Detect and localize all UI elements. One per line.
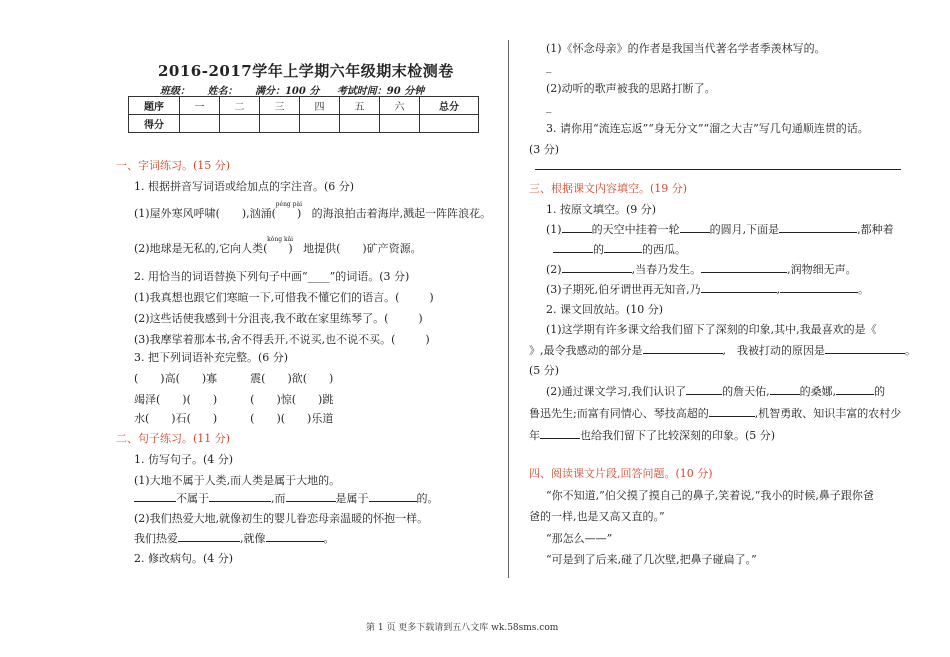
question-line: (1)《怀念母亲》的作者是我国当代著名学者季羡林写的。 — [546, 42, 826, 55]
score-cell[interactable] — [420, 115, 479, 133]
score-cell[interactable] — [260, 115, 300, 133]
score-cell[interactable] — [300, 115, 340, 133]
exam-info — [160, 82, 438, 97]
answer-blank[interactable] — [562, 221, 592, 233]
answer-blank[interactable] — [680, 221, 710, 233]
score-cell[interactable] — [380, 115, 420, 133]
answer-blank[interactable] — [369, 490, 417, 502]
question-line: 》,最令我感动的部分是 , 我被打动的原因是 。 — [529, 344, 916, 357]
table-col-5: 五 — [340, 97, 380, 115]
section-2-title: 二、句子练习。(11 分) — [116, 432, 231, 445]
question-line: (2)这些话使我感到十分沮丧,我不敢在家里练琴了。( ) — [134, 312, 423, 325]
answer-blank[interactable] — [178, 530, 240, 542]
table-col-4: 四 — [300, 97, 340, 115]
section-4-title: 四、阅读课文片段,回答问题。(10 分) — [529, 467, 713, 480]
question-line: (1)我真想也跟它们寒暄一下,可惜我不懂它们的语言。( ) — [134, 291, 434, 304]
exam-time: 考试时间：90 分钟 — [336, 86, 425, 97]
answer-blank[interactable] — [701, 281, 777, 293]
question-line: 我们热爱 ,就像 。 — [134, 532, 335, 545]
score-cell[interactable] — [180, 115, 220, 133]
question-line: (2) ,当春乃发生。 ,润物细无声。 — [546, 263, 857, 276]
score-table — [128, 96, 479, 133]
answer-blank[interactable] — [134, 490, 176, 502]
table-col-1: 一 — [180, 97, 220, 115]
passage-text: 爸的一样,也是又高又直的。” — [529, 510, 665, 523]
question-line: 不属于 ,而 是属于 的。 — [134, 490, 439, 506]
question: 1. 按原文填空。(9 分) — [546, 203, 657, 216]
answer-blank[interactable]: _ — [546, 100, 552, 113]
question-line: (2)地球是无私的,它向人类 kǒng kǎi ( ) 地提供( )矿产资源。 — [134, 236, 422, 255]
answer-blank[interactable] — [779, 221, 857, 233]
passage-text: “那怎么——” — [546, 532, 613, 545]
pinyin-hint: péng pài — [275, 201, 303, 208]
question-line: ( )高( )寡 震( )欲( ) — [134, 372, 334, 385]
answer-blank[interactable] — [604, 241, 642, 253]
answer-blank[interactable] — [540, 427, 580, 439]
answer-blank[interactable] — [709, 405, 755, 417]
answer-blank[interactable] — [686, 383, 722, 395]
class-label: 班级： — [160, 86, 190, 97]
question-line: 水( )石( ) ( )( )乐道 — [134, 412, 334, 425]
column-divider — [508, 40, 509, 578]
answer-blank[interactable] — [562, 261, 632, 273]
answer-blank[interactable] — [825, 342, 905, 354]
question: 2. 课文回放站。(10 分) — [546, 303, 664, 316]
question: 2. 修改病句。(4 分) — [134, 552, 234, 565]
answer-blank[interactable]: _ — [546, 60, 552, 73]
answer-blank[interactable] — [286, 490, 336, 502]
question-line: 竭泽( )( ) ( )惊( )跳 — [134, 393, 334, 406]
question-score: (3 分) — [529, 143, 560, 156]
score-cell[interactable] — [220, 115, 260, 133]
question: 3. 请你用“流连忘返”“身无分文”“溜之大吉”写几句通顺连贯的话。 — [546, 122, 869, 135]
question-line: 鲁迅先生;而富有同情心、琴技高超的 ,机智勇敢、知识丰富的农村少 — [529, 407, 902, 420]
table-row-label: 题序 — [129, 97, 180, 115]
section-1-title: 一、字词练习。(15 分) — [116, 159, 231, 172]
answer-blank[interactable] — [780, 281, 858, 293]
question: 3. 把下列词语补充完整。(6 分) — [134, 351, 289, 364]
question-line: (1) 的天空中挂着一轮 的圆月,下面是 ,都种着 — [546, 223, 894, 236]
question-line: (2)通过课文学习,我们认识了 的詹天佑, 的桑娜, 的 — [546, 385, 886, 398]
table-col-3: 三 — [260, 97, 300, 115]
question: 2. 用恰当的词语替换下列句子中画“____”的词语。(3 分) — [134, 270, 410, 283]
answer-line[interactable] — [535, 169, 901, 170]
score-cell[interactable] — [340, 115, 380, 133]
question: 1. 仿写句子。(4 分) — [134, 453, 234, 466]
question-line: (1)这学期有许多课文给我们留下了深刻的印象,其中,我最喜欢的是《 — [546, 323, 877, 336]
answer-blank[interactable] — [770, 383, 800, 395]
answer-blank[interactable] — [553, 241, 593, 253]
answer-blank[interactable] — [836, 383, 874, 395]
page-footer: 第 1 页 更多下载请到五八文库 wk.58sms.com — [366, 623, 559, 633]
table-row-label: 得分 — [129, 115, 180, 133]
question-score: (5 分) — [529, 364, 560, 377]
question-line: 的 的西瓜。 — [553, 241, 686, 257]
question-line: (2)动听的歌声被我的思路打断了。 — [546, 82, 716, 95]
table-col-6: 六 — [380, 97, 420, 115]
question-line: 年 也给我们留下了比较深刻的印象。(5 分) — [529, 429, 776, 442]
question-line: (2)我们热爱大地,就像初生的婴儿眷恋母亲温暖的怀抱一样。 — [134, 512, 429, 525]
section-3-title: 三、根据课文内容填空。(19 分) — [529, 182, 688, 195]
table-total-label: 总分 — [420, 97, 479, 115]
answer-blank[interactable] — [209, 490, 271, 502]
answer-blank[interactable] — [266, 530, 324, 542]
passage-text: “可是到了后来,碰了几次壁,把鼻子碰扁了。” — [546, 553, 757, 566]
table-col-2: 二 — [220, 97, 260, 115]
passage-text: “你不知道,”伯父摸了摸自己的鼻子,笑着说,“我小的时候,鼻子跟你爸 — [546, 489, 874, 502]
full-score: 满分：100 分 — [254, 86, 320, 97]
question-line: (1)屋外寒风呼啸( ),汹涌 péng pài ( ) 的海浪拍击着海岸,溅起一阵阵浪花。 — [134, 201, 492, 220]
answer-blank[interactable] — [701, 261, 787, 273]
page-title: 2016-2017学年上学期六年级期末检测卷 — [158, 62, 454, 80]
question-line: (3)我摩挲着那本书,舍不得丢开,不说买,也不说不买。( ) — [134, 333, 430, 346]
question-line: (1)大地不属于人类,而人类是属于大地的。 — [134, 474, 341, 487]
question-line: (3)子期死,伯牙谓世再无知音,乃 , 。 — [546, 283, 870, 296]
answer-blank[interactable] — [643, 342, 723, 354]
name-label: 姓名： — [207, 86, 238, 97]
question: 1. 根据拼音写词语或给加点的字注音。(6 分) — [134, 180, 355, 193]
pinyin-hint: kǒng kǎi — [267, 236, 294, 243]
